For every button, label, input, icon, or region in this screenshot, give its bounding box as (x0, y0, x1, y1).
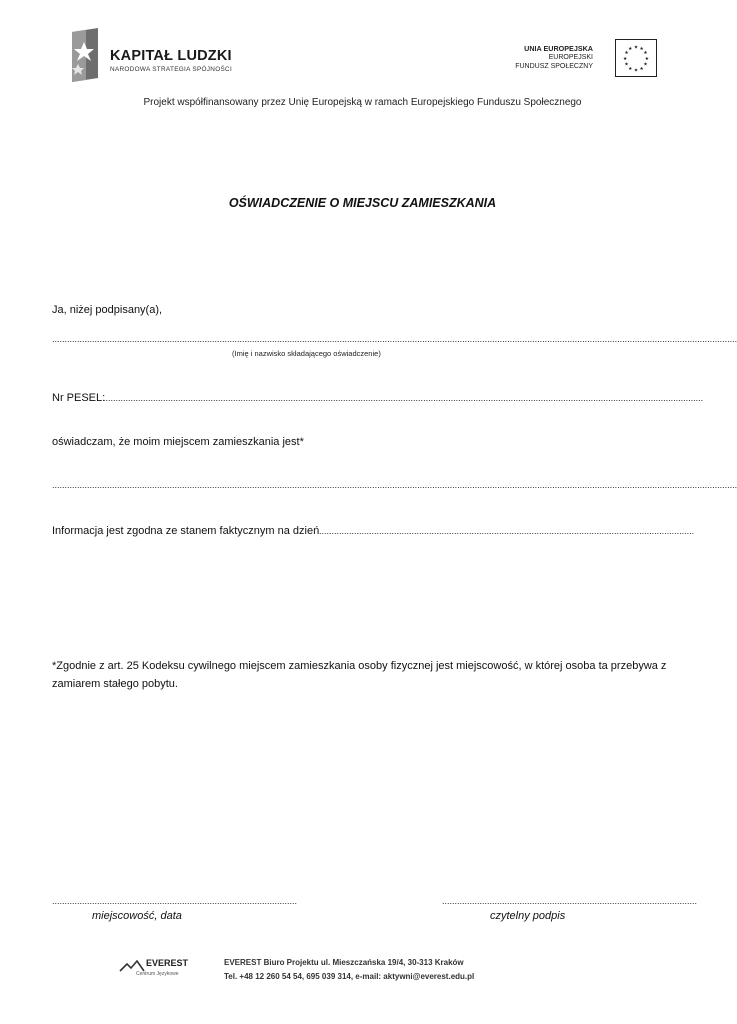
place-date-label: miejscowość, data (92, 910, 182, 922)
svg-text:★: ★ (628, 66, 633, 72)
svg-text:★: ★ (639, 66, 644, 72)
kapital-ludzki-logo-icon (64, 28, 104, 84)
eu-line-1: UNIA EUROPEJSKA (524, 44, 593, 53)
eu-label (515, 44, 593, 71)
everest-brand-sub: Centrum Językowe (136, 971, 179, 977)
everest-logo-icon (120, 956, 192, 978)
name-hint: (Imię i nazwisko składającego oświadczenie) (232, 349, 381, 358)
name-field[interactable]: .................................................................................................................................................................................................................................................................................. (52, 334, 737, 344)
footer-line-2: Tel. +48 12 260 54 54, 695 039 314, e-mail: aktywni@everest.edu.pl (224, 972, 475, 981)
pesel-label: Nr PESEL: (52, 392, 106, 404)
svg-text:★: ★ (633, 45, 639, 51)
document-title: OŚWIADCZENIE O MIEJSCU ZAMIESZKANIA (228, 196, 497, 210)
svg-text:★: ★ (643, 51, 648, 57)
svg-text:★: ★ (633, 68, 639, 74)
svg-text:★: ★ (624, 62, 629, 68)
program-title: KAPITAŁ LUDZKI (110, 48, 232, 64)
svg-text:★: ★ (644, 56, 650, 62)
svg-text:★: ★ (622, 56, 628, 62)
footnote: *Zgodnie z art. 25 Kodeksu cywilnego miejscem zamieszkania osoby fizycznej jest miejscowość, w której osoba ta przebywa z zamiarem stałego pobytu. (52, 660, 667, 690)
signature-label: czytelny podpis (490, 910, 566, 922)
info-text: Informacja jest zgodna ze stanem faktycznym na dzień (52, 525, 320, 537)
footer-contact (224, 956, 474, 984)
address-field[interactable]: .................................................................................................................................................................................................................................................................................. (52, 480, 737, 490)
footer-line-1: EVEREST Biuro Projektu ul. Mieszczańska 19/4, 30-313 Kraków (224, 958, 464, 967)
program-subtitle: NARODOWA STRATEGIA SPÓJNOŚCI (110, 66, 233, 73)
eu-line-2: EUROPEJSKI (548, 54, 593, 61)
eu-line-3: FUNDUSZ SPOŁECZNY (515, 63, 593, 70)
everest-brand: EVEREST (146, 958, 189, 968)
svg-text:★: ★ (624, 51, 629, 57)
pesel-field[interactable]: ................................................................................................................................................................................................................................................ (103, 393, 704, 403)
date-field[interactable]: ...................................................................................................................................................... (319, 526, 695, 536)
svg-text:★: ★ (643, 62, 648, 68)
svg-text:★: ★ (639, 46, 644, 52)
svg-text:★: ★ (628, 46, 633, 52)
eu-flag-icon (615, 39, 657, 77)
cofunding-note: Projekt współfinansowany przez Unię Europejską w ramach Europejskiego Funduszu Społecznego (143, 97, 582, 108)
declaration-text: oświadczam, że moim miejscem zamieszkania jest* (52, 436, 304, 448)
signature-field[interactable]: ...................................................................................................... (442, 896, 698, 906)
intro-text: Ja, niżej podpisany(a), (52, 304, 163, 316)
place-date-field[interactable]: .................................................................................................. (52, 896, 298, 906)
